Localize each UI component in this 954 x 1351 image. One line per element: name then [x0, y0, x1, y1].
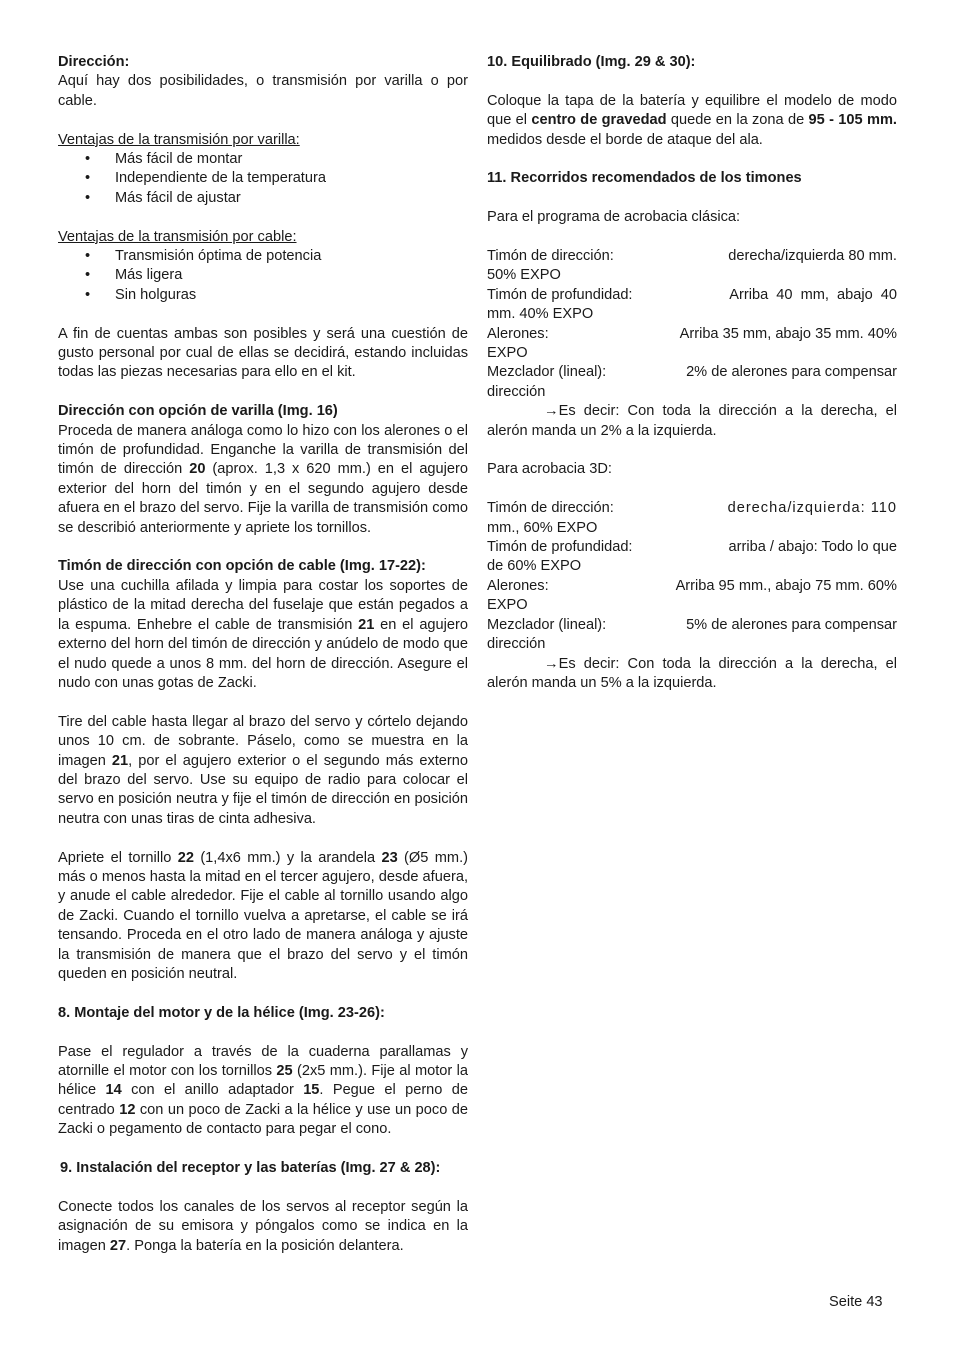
section-title-direccion: Dirección:	[58, 54, 130, 70]
paragraph-motor: Pase el regulador a través de la cuaderna parallamas y atornille el motor con los tornillos 25 (2x5 mm.). Fije al motor la hélice 14 con el anillo adaptador 15. Pegue el perno de centrado 12 con un poco de Zacki a la hélice y use un poco de Zacki o pegamento de contacto para pegar el cono.	[58, 1043, 469, 1138]
list-item: • Más ligera	[58, 266, 468, 285]
paragraph-balance: Coloque la tapa de la batería y equilibre el modelo de modo que el centro de gravedad quede en la zona de 95 - 105 mm. medidos desde el borde de ataque del ala.	[487, 92, 897, 148]
throw-row: Mezclador (lineal): 5% de alerones para compensar	[487, 616, 897, 633]
throw-row: Alerones: Arriba 35 mm, abajo 35 mm. 40%	[487, 325, 897, 342]
list-item: • Independiente de la temperatura	[58, 169, 468, 188]
paragraph-both-options: A fin de cuentas ambas son posibles y será una cuestión de gusto personal por cual de ellas se decidirá, estando incluidas todas las piezas necesarias para ello en el kit.	[58, 325, 468, 381]
section-title-receiver: 9. Instalación del receptor y las baterías (Img. 27 & 28):	[60, 1160, 441, 1176]
section-title-cable-option: Timón de dirección con opción de cable (Img. 17-22):	[58, 558, 426, 575]
paragraph-direccion-intro: Aquí hay dos posibilidades, o transmisión por varilla o por cable.	[58, 73, 468, 109]
section-title-rod-option: Dirección con opción de varilla (Img. 16)	[58, 403, 338, 420]
paragraph-screw: Apriete el tornillo 22 (1,4x6 mm.) y la arandela 23 (Ø5 mm.) más o menos hasta la mitad en el tercer agujero, desde afuera, y anude el cable alrededor. Fije el cable al tornillo usando algo de Zacki. Cuando el tornillo vuelva a apretarse, el cable se irá tensando. Proceda en el otro lado de manera análoga y ajuste la transmisión de manera que el brazo del servo y el timón queden en posición neutral.	[58, 849, 468, 982]
classic-note: →Es decir: Con toda la dirección a la derecha, el alerón manda un 2% a la izquierda.	[487, 403, 897, 439]
throw-row: Timón de dirección: derecha/izquierda: 110	[487, 500, 897, 517]
throw-row: Timón de profundidad: Arriba 40 mm, abajo 40	[487, 286, 897, 303]
rod-advantages-title: Ventajas de la transmisión por varilla:	[58, 131, 300, 148]
left-column	[58, 53, 468, 1256]
section-title-motor: 8. Montaje del motor y de la hélice (Img. 23-26):	[58, 1004, 385, 1021]
paragraph-cable-option: Use una cuchilla afilada y limpia para costar los soportes de plástico de la mitad derecha del fuselaje que están pegados a la espuma. Enhebre el cable de transmisión 21 en el agujero externo del horn del timón de dirección y anúdelo de modo que el nudo quede a unos 8 mm. del horn de dirección. Asegure el nudo con unas gotas de Zacki.	[58, 577, 468, 691]
paragraph-rod-option: Proceda de manera análoga como lo hizo con los alerones o el timón de profundidad. Enganche la varilla de transmisión del timón de dirección 20 (aprox. 1,3 x 620 mm.) en el agujero exterior del horn del timón y en el segundo agujero desde afuera en el brazo del servo. Fije la varilla de transmisión como se describió anteriormente y apriete los tornillos.	[58, 422, 468, 536]
throw-row: Alerones: Arriba 95 mm., abajo 75 mm. 60%	[487, 577, 897, 594]
right-column	[487, 53, 897, 693]
classic-throws-table: Timón de dirección: derecha/izquierda 80 mm. 50% EXPO Timón de profundidad: Arriba 40 mm, abajo 40 mm. 40% EXPO Alerones: Arriba 35 mm, abajo 35 mm. 40% EXPO Mezclador (lineal): 2% de alerones para compensar dirección →Es decir: Con toda la dirección a la derecha, el alerón manda un 2% a la izquierda.	[487, 247, 897, 441]
list-item: • Más fácil de montar	[58, 150, 468, 169]
rod-advantages-list	[58, 150, 468, 208]
throw-row: Timón de dirección: derecha/izquierda 80 mm.	[487, 248, 897, 264]
threed-intro: Para acrobacia 3D:	[487, 461, 612, 478]
list-item: • Más fácil de ajustar	[58, 189, 468, 208]
paragraph-receiver: Conecte todos los canales de los servos al receptor según la asignación de su emisora y póngalos como se indica en la imagen 27. Ponga la batería en la posición delantera.	[58, 1198, 468, 1254]
threed-note: →Es decir: Con toda la dirección a la derecha, el alerón manda un 5% a la izquierda.	[487, 655, 897, 691]
threed-throws-table: Timón de dirección: derecha/izquierda: 110 mm., 60% EXPO Timón de profundidad: arriba / abajo: Todo lo que de 60% EXPO Alerones: Arriba 95 mm., abajo 75 mm. 60% EXPO Mezclador (lineal): 5% de alerones para compensar dirección →Es decir: Con toda la dirección a la derecha, el alerón manda un 5% a la izquierda.	[487, 499, 897, 693]
paragraph-pull-cable: Tire del cable hasta llegar al brazo del servo y córtelo dejando unos 10 cm. de sobrante. Páselo, como se muestra en la imagen 21, por el agujero exterior o el segundo más externo del brazo del servo. Use su equipo de radio para colocar el servo en posición neutra y fije el timón de dirección en posición neutra con unas tiras de cinta adhesiva.	[58, 713, 469, 827]
classic-intro: Para el programa de acrobacia clásica:	[487, 209, 741, 226]
list-item: • Transmisión óptima de potencia	[58, 247, 468, 266]
section-title-balance: 10. Equilibrado (Img. 29 & 30):	[487, 54, 696, 70]
cable-advantages-list	[58, 247, 468, 305]
list-item: • Sin holguras	[58, 286, 468, 305]
cable-advantages-title: Ventajas de la transmisión por cable:	[58, 228, 297, 245]
page-number: Seite 43	[829, 1294, 883, 1310]
throw-row: Timón de profundidad: arriba / abajo: Todo lo que	[487, 539, 897, 556]
section-title-throws: 11. Recorridos recomendados de los timones	[487, 170, 802, 187]
throw-row: Mezclador (lineal): 2% de alerones para compensar	[487, 364, 897, 381]
